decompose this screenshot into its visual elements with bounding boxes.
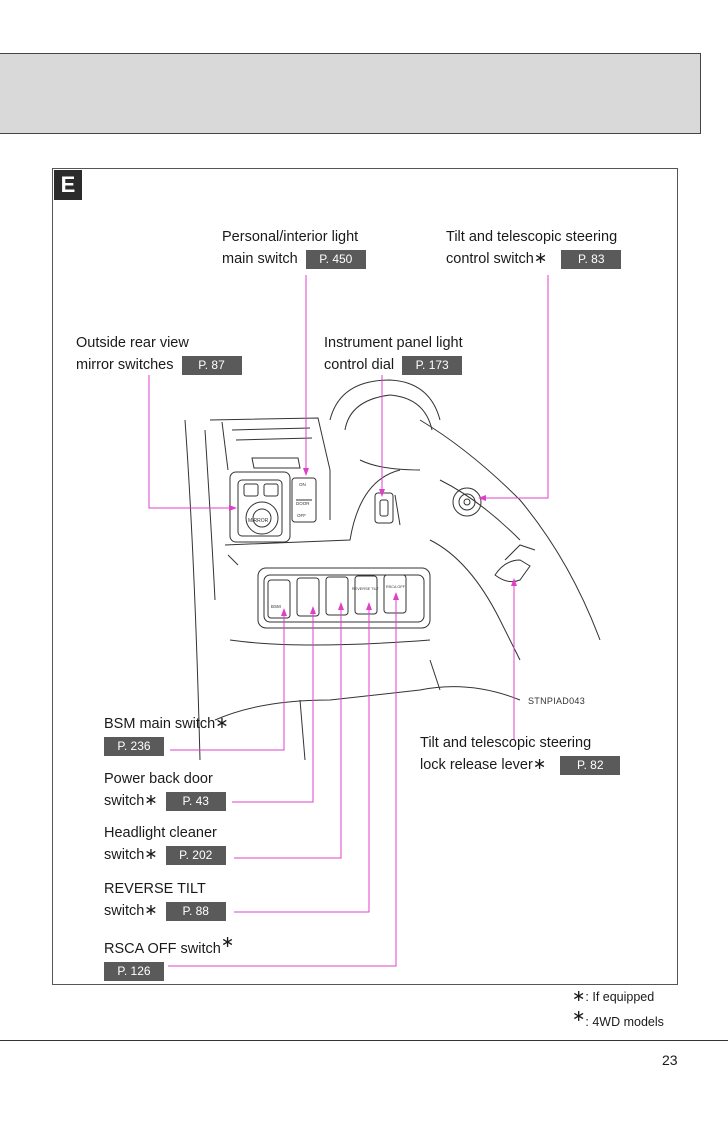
bsm-page-ref[interactable]: P. 236 <box>104 737 164 756</box>
door-off-text: OFF <box>297 513 306 518</box>
reverse-tilt-page-ref[interactable]: P. 88 <box>166 902 226 921</box>
illustration-code: STNPIAD043 <box>528 696 586 706</box>
leader-tilt-control <box>482 275 548 498</box>
leader-headlight <box>234 606 341 858</box>
asterisk-icon: ∗ <box>144 902 158 919</box>
door-on-text: ON <box>299 482 306 487</box>
headlight-page-ref[interactable]: P. 202 <box>166 846 226 865</box>
page-number: 23 <box>662 1052 678 1068</box>
headlight-label: Headlight cleaner switch∗ P. 202 <box>104 822 226 866</box>
dial-label: Instrument panel light control dial P. 173 <box>324 335 463 373</box>
reverse-tilt-label: REVERSE TILT switch∗ P. 88 <box>104 878 226 922</box>
bsm-switch-text: BSM <box>271 604 281 609</box>
dial-page-ref[interactable]: P. 173 <box>402 356 462 375</box>
backdoor-label: Power back door switch∗ P. 43 <box>104 768 226 812</box>
tilt-control-page-ref[interactable]: P. 83 <box>561 250 621 269</box>
rsca-label: RSCA OFF switch∗ P. 126 <box>104 932 234 982</box>
section-letter: E <box>54 170 82 200</box>
asterisk-icon: ∗ <box>215 715 229 732</box>
lock-release-page-ref[interactable]: P. 82 <box>560 756 620 775</box>
mirror-page-ref[interactable]: P. 87 <box>182 356 242 375</box>
asterisk-icon: ∗ <box>572 988 586 1005</box>
asterisk-icon: ∗ <box>533 250 548 267</box>
personal-light-page-ref[interactable]: P. 450 <box>306 250 366 269</box>
asterisk-icon: ∗ <box>144 846 158 863</box>
asterisk-icon: ∗ <box>532 756 547 773</box>
mirror-label: Outside rear view mirror switches P. 87 <box>76 332 242 376</box>
bottom-rule <box>0 1040 728 1041</box>
tilt-control-label: Tilt and telescopic steering control switch∗ P. 83 <box>446 226 621 270</box>
footnote-4wd: ∗: 4WD models <box>572 1008 664 1030</box>
bsm-label: BSM main switch∗ P. 236 <box>104 713 229 757</box>
rsca-switch-text: RSCA OFF <box>386 585 405 589</box>
footnote-equipped: ∗: If equipped <box>572 988 655 1005</box>
asterisk-icon: ∗ <box>144 792 158 809</box>
leader-mirror <box>149 375 233 508</box>
personal-light-label: Personal/interior light main switch P. 450 <box>222 226 366 270</box>
mirror-switch-text: MIRROR <box>248 518 269 524</box>
asterisk-icon: ∗ <box>572 1008 586 1025</box>
lock-release-label: Tilt and telescopic steering lock release lever∗ P. 82 <box>420 732 620 776</box>
reverse-switch-text: REVERSE TILT <box>352 587 379 591</box>
door-mid-text: DOOR <box>296 501 310 506</box>
backdoor-page-ref[interactable]: P. 43 <box>166 792 226 811</box>
rsca-page-ref[interactable]: P. 126 <box>104 962 164 981</box>
asterisk-icon: ∗ <box>220 934 235 951</box>
leader-reverse <box>234 606 369 912</box>
